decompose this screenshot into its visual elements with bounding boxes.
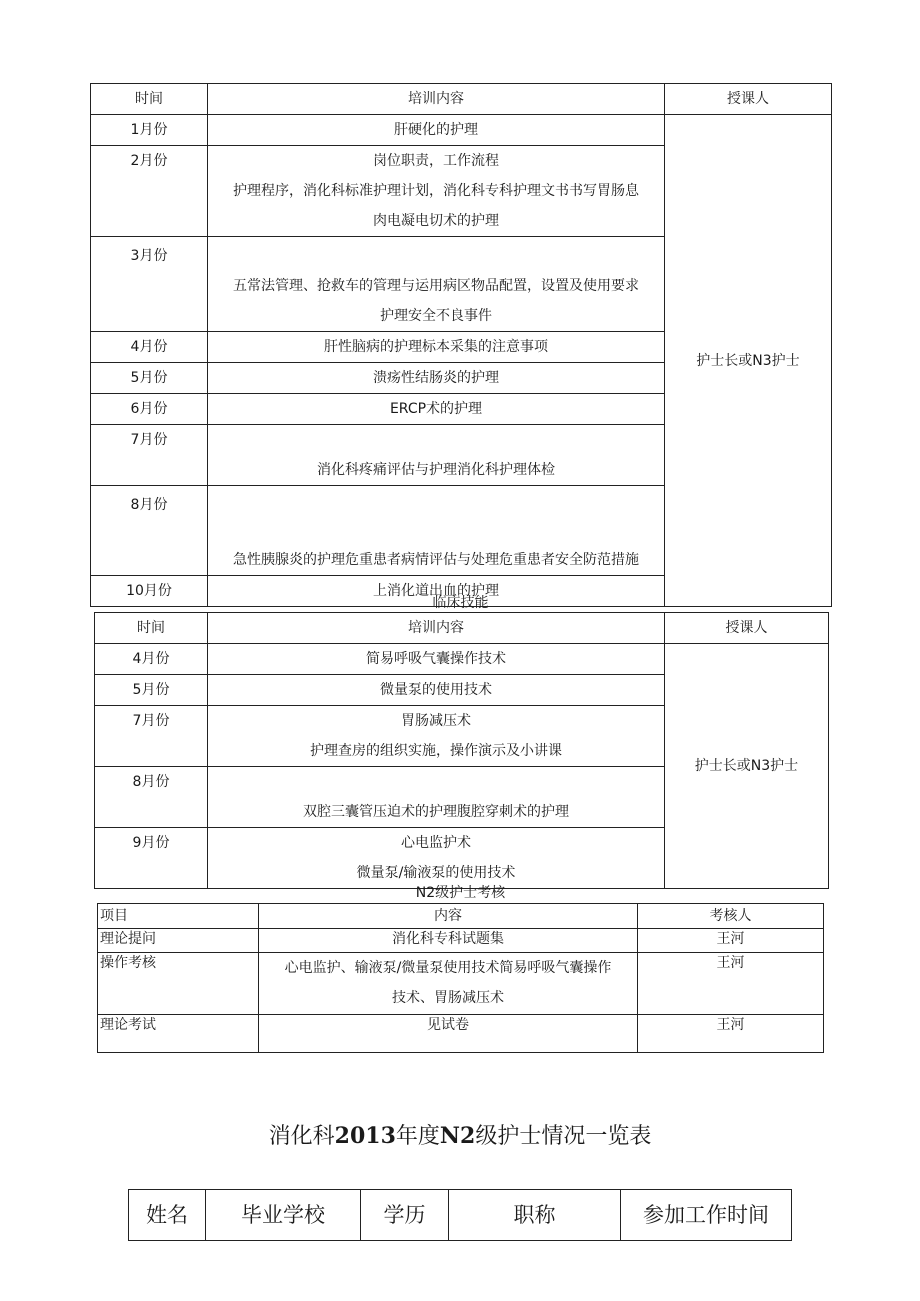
content-line: 技术、胃肠减压术 <box>392 990 504 1006</box>
table-row <box>91 115 832 146</box>
content-line: 肉电凝电切术的护理 <box>373 213 499 229</box>
content-line: 溃疡性结肠炎的护理 <box>373 370 499 386</box>
content-line: 护理程序，消化科标准护理计划，消化科专科护理文书书写胃肠息 <box>233 183 639 199</box>
table-row <box>95 644 829 675</box>
month-cell: 8月份 <box>130 497 168 513</box>
nurse-summary-table <box>128 1189 792 1241</box>
content-line: 见试卷 <box>259 1015 638 1053</box>
table-header-row <box>98 904 824 929</box>
title-year: 2013 <box>334 1123 396 1149</box>
page-title <box>0 1118 920 1155</box>
header-title: 职称 <box>449 1190 621 1241</box>
item-cell: 操作考核 <box>98 953 259 1015</box>
table-row <box>98 929 824 953</box>
header-start-date: 参加工作时间 <box>621 1190 792 1241</box>
content-line: 胃肠减压术 <box>401 713 471 729</box>
header-content: 培训内容 <box>208 613 665 644</box>
content-line: 急性胰腺炎的护理危重患者病情评估与处理危重患者安全防范措施 <box>233 552 639 568</box>
header-name: 姓名 <box>129 1190 206 1241</box>
month-cell: 5月份 <box>130 370 168 386</box>
content-line: 简易呼吸气囊操作技术 <box>366 651 506 667</box>
table-header-row <box>129 1190 792 1241</box>
assessment-caption: N2级护士考核 <box>415 885 506 901</box>
content-line: 微量泵的使用技术 <box>380 682 492 698</box>
examiner-cell: 王河 <box>638 953 824 1015</box>
table-row <box>98 1015 824 1053</box>
content-line: 微量泵/输液泵的使用技术 <box>356 865 516 881</box>
content-line: 心电监护术 <box>401 835 471 851</box>
header-time: 时间 <box>91 84 208 115</box>
content-line: 护理查房的组织实施，操作演示及小讲课 <box>310 743 562 759</box>
title-prefix: 消化科 <box>268 1124 335 1149</box>
content-line: 双腔三囊管压迫术的护理腹腔穿刺术的护理 <box>303 804 569 820</box>
instructor-cell: 护士长或N3护士 <box>665 644 829 889</box>
month-cell: 6月份 <box>130 401 168 417</box>
month-cell: 3月份 <box>130 248 168 264</box>
header-instructor: 授课人 <box>665 84 832 115</box>
examiner-cell: 王河 <box>638 1015 824 1053</box>
title-mid: 年度 <box>395 1124 440 1149</box>
month-cell: 7月份 <box>130 432 168 448</box>
content-line: 上消化道出血的护理 <box>373 583 499 599</box>
content-line <box>208 767 664 797</box>
content-line: ERCP术的护理 <box>389 401 483 417</box>
month-cell: 8月份 <box>132 774 170 790</box>
assessment-table <box>97 903 824 1053</box>
instructor-cell: 护士长或N3护士 <box>665 115 832 607</box>
header-item: 项目 <box>98 904 259 929</box>
header-education: 学历 <box>361 1190 449 1241</box>
month-cell: 2月份 <box>130 153 168 169</box>
table-row <box>98 953 824 1015</box>
content-line <box>208 516 664 545</box>
header-instructor: 授课人 <box>665 613 829 644</box>
content-line <box>208 487 664 516</box>
title-level: N2 <box>439 1123 476 1149</box>
title-suffix: 级护士情况一览表 <box>475 1124 652 1149</box>
content-line: 五常法管理、抢救车的管理与运用病区物品配置，设置及使用要求 <box>233 278 639 294</box>
header-content: 内容 <box>259 904 638 929</box>
content-line: 心电监护、输液泵/微量泵使用技术简易呼吸气囊操作 <box>284 960 612 976</box>
content-line: 消化科疼痛评估与护理消化科护理体检 <box>317 462 555 478</box>
content-line <box>208 241 664 271</box>
month-cell: 10月份 <box>126 583 172 599</box>
header-school: 毕业学校 <box>206 1190 361 1241</box>
content-line: 肝硬化的护理 <box>394 122 478 138</box>
content-line: 肝性脑病的护理标本采集的注意事项 <box>324 339 548 355</box>
header-time: 时间 <box>95 613 208 644</box>
clinical-skills-caption: 临床技能 <box>432 595 489 611</box>
table-header-row <box>95 613 829 644</box>
month-cell: 5月份 <box>132 682 170 698</box>
header-content: 培训内容 <box>208 84 665 115</box>
content-line: 消化科专科试题集 <box>259 929 638 953</box>
table-header-row <box>91 84 832 115</box>
month-cell: 4月份 <box>130 339 168 355</box>
content-line: 岗位职责，工作流程 <box>373 153 499 169</box>
month-cell: 4月份 <box>132 651 170 667</box>
theory-training-table <box>90 83 832 607</box>
content-line: 护理安全不良事件 <box>380 308 492 324</box>
item-cell: 理论考试 <box>98 1015 259 1053</box>
month-cell: 9月份 <box>132 835 170 851</box>
clinical-skills-table <box>94 612 829 889</box>
month-cell: 7月份 <box>132 713 170 729</box>
item-cell: 理论提问 <box>98 929 259 953</box>
content-line <box>208 426 664 455</box>
examiner-cell: 王河 <box>638 929 824 953</box>
header-examiner: 考核人 <box>638 904 824 929</box>
month-cell: 1月份 <box>130 122 168 138</box>
